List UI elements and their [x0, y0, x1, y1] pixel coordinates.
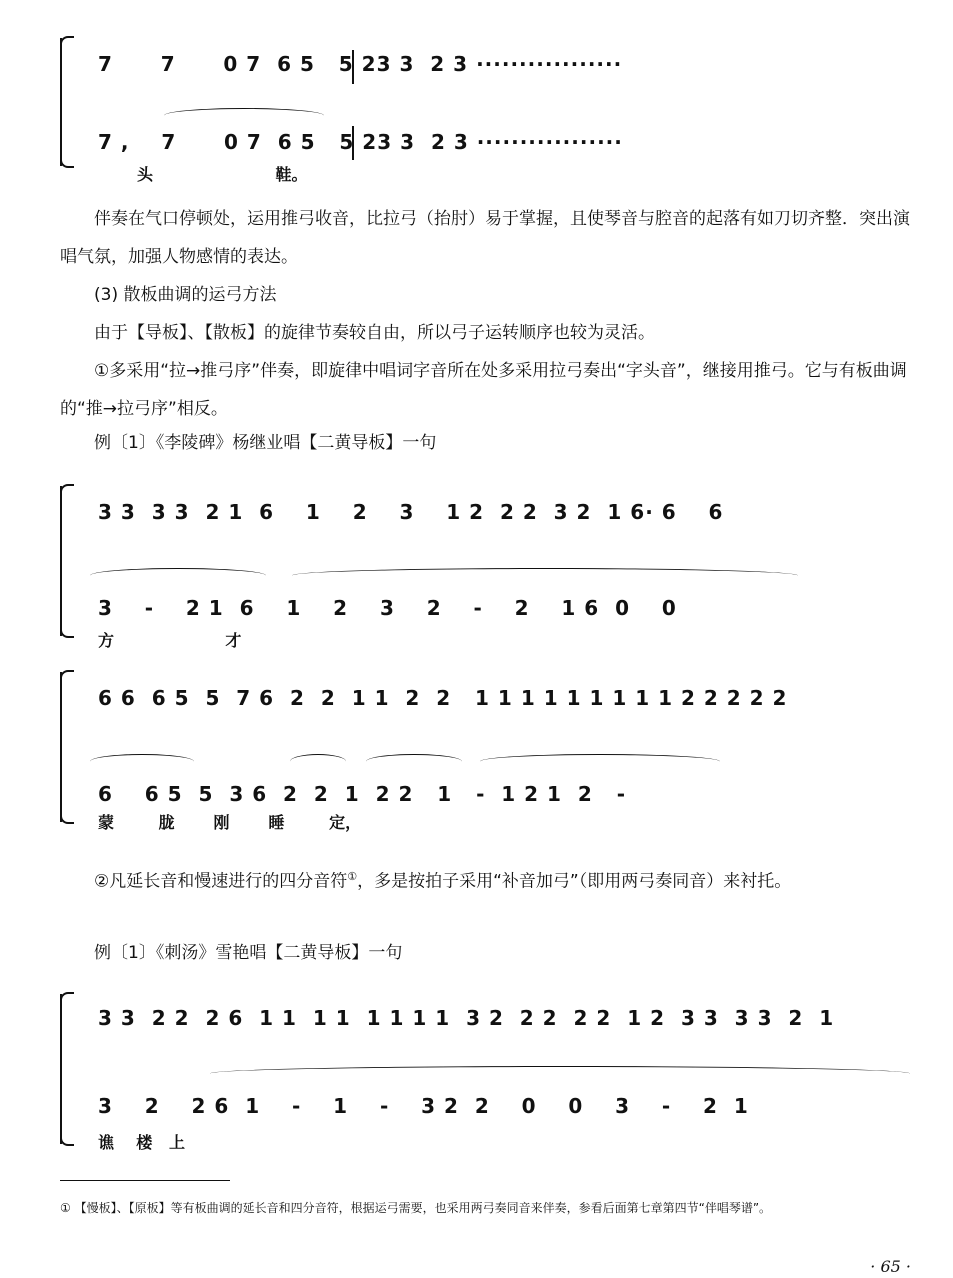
staff-upper: 7 7 0 7 6 5 5 23 3 2 3 ················· — [98, 52, 623, 76]
slur — [292, 568, 798, 583]
staff-lower: 3 - 2 1 6 1 2 3 2 - 2 1 6 0 0 — [98, 596, 677, 620]
slur — [366, 754, 462, 769]
system-brace — [60, 994, 76, 1144]
system-brace — [60, 38, 76, 166]
section-heading: (3) 散板曲调的运弓方法 — [94, 285, 277, 305]
footnote-marker: ① — [60, 1201, 71, 1215]
lyrics-line: 谯 楼 上 — [98, 1133, 185, 1152]
barline — [352, 126, 354, 160]
slur — [164, 108, 324, 123]
lyrics-line: 头 鞋。 — [98, 165, 308, 184]
slur — [90, 754, 194, 769]
score-system-3 — [60, 672, 910, 832]
staff-lower: 3 2 2 6 1 - 1 - 3 2 2 0 0 3 - 2 1 — [98, 1094, 749, 1118]
body-paragraph: 由于【导板】、【散板】的旋律节奏较自由，所以弓子运转顺序也较为灵活。 — [94, 323, 655, 343]
staff-upper: 6 6 6 5 5 7 6 2 2 1 1 2 2 1 1 1 1 1 1 1 1 1 2 2 2 2 2 — [98, 686, 788, 710]
staff-upper: 3 3 2 2 2 6 1 1 1 1 1 1 1 1 3 2 2 2 2 2 1 2 3 3 3 3 2 1 — [98, 1006, 835, 1030]
body-paragraph — [60, 858, 910, 901]
footnote-rule — [60, 1180, 230, 1181]
footnote — [60, 1196, 910, 1220]
paragraph-text: ②凡延长音和慢速进行的四分音符 — [94, 871, 348, 892]
lyrics-line: 蒙 胧 刚 睡 定， — [98, 813, 362, 832]
slur — [90, 568, 266, 583]
slur — [480, 754, 720, 769]
lyrics-line: 方 才 — [98, 631, 242, 650]
page-number: · 65 · — [870, 1257, 911, 1276]
score-system-2 — [60, 486, 910, 650]
system-brace — [60, 672, 76, 822]
system-brace — [60, 486, 76, 636]
score-system-4 — [60, 994, 910, 1152]
staff-lower: 7 , 7 0 7 6 5 5 23 3 2 3 ················· — [98, 130, 623, 154]
paragraph-text: ，多是按拍子采用“补音加弓”（即用两弓奏同音）来衬托。 — [357, 871, 792, 892]
footnote-text: 【慢板】、【原板】等有板曲调的延长音和四分音符，根据运弓需要，也采用两弓奏同音来伴奏，参看后面第七章第四节“伴唱琴谱”。 — [74, 1201, 772, 1215]
slur — [290, 754, 346, 769]
example-caption: 例〔1〕《刺汤》雪艳唱【二黄导板】一句 — [94, 943, 403, 963]
staff-upper: 3 3 3 3 2 1 6 1 2 3 1 2 2 2 3 2 1 6· 6 6 — [98, 500, 724, 524]
footnote-ref: ① — [347, 870, 358, 883]
slur — [210, 1066, 910, 1081]
barline — [352, 50, 354, 84]
body-paragraph: ①多采用“拉→推弓序”伴奏，即旋律中唱词字音所在处多采用拉弓奏出“字头音”，继接用推弓。它与有板曲调的“推→拉弓序”相反。 — [60, 361, 907, 419]
score-system-1 — [60, 38, 680, 184]
example-caption: 例〔1〕《李陵碑》杨继业唱【二黄导板】一句 — [94, 433, 437, 453]
body-paragraph: 伴奏在气口停顿处，运用推弓收音，比拉弓（抬肘）易于掌握，且使琴音与腔音的起落有如刀切齐整．突出演唱气氛，加强人物感情的表达。 — [60, 209, 910, 267]
staff-lower: 6 6 5 5 3 6 2 2 1 2 2 1 - 1 2 1 2 - — [98, 782, 626, 806]
